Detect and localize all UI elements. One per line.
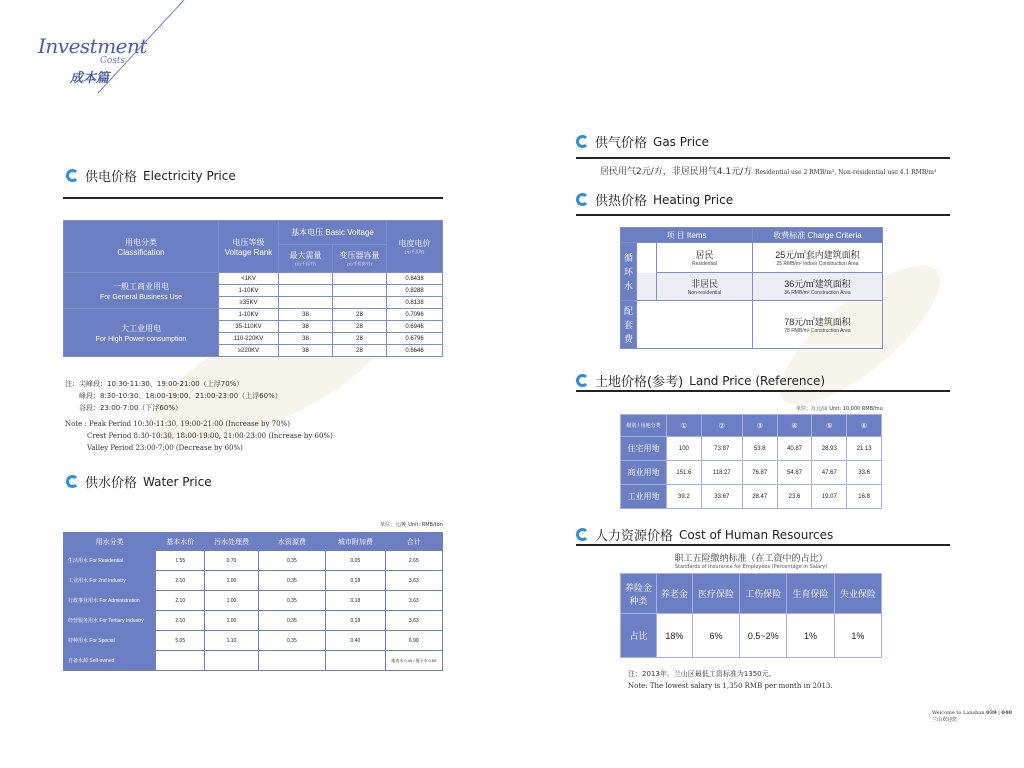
human-note: 注：2013年，兰山区最低工资标准为1350元。 Note: The lowest salary is 1,350 RMB per month in 2013.	[628, 670, 833, 690]
section-rule	[576, 390, 950, 392]
table-row: 商业用地 151.6 118.27 76.87 54.87 47.67 33.6	[621, 461, 882, 485]
brand-subtitle: Costs	[100, 56, 126, 66]
heating-table: 项 目 Items 收费标准 Charge Criteria 循环水 居民 Residential 25元/㎡套内建筑面积 25 RMB/m² Indoor Construction Area 非居民 Non-residential 36元/㎡建筑面积 36 RMB/m² Construction Area 配套费 78元/㎡建筑面积 78 RMB/m² Construction Area	[620, 227, 883, 349]
table-row: 住宅用地 100 73.87 53.8 40.87 28.93 21.13	[621, 437, 882, 461]
diagonal-line	[96, 0, 186, 95]
ring-icon	[576, 193, 589, 206]
land-table: 级别 / 用地分类 ① ② ③ ④ ⑤ ⑥ 住宅用地 100 73.87 53.8 40.87 28.93 21.13 商业用地 151.6 118.27 76.87 54.87 47.67 33.6 工业用地 39.2 33.67 28.47 23.6 19.07 16.8	[620, 414, 882, 509]
land-unit: 单位：万元/亩 Unit: 10,000 RMB/mu	[796, 406, 883, 412]
table-row: 110-220KV 38 28 0.6796	[64, 333, 443, 345]
table-row: 大工业用电 For High Power-consumption 1-10KV 38 28 0.7096	[64, 309, 443, 321]
cat-supporting-fee: 配套费	[621, 301, 637, 349]
table-row: 自备水源 Self-owned 地表水 0.40 / 地下水 0.50	[64, 651, 443, 671]
col-max-demand: 最大需量 (元/千瓦/月)	[279, 245, 333, 273]
ring-icon	[66, 169, 79, 182]
brand-title: Investment	[38, 34, 147, 58]
cat-general: 一般工商业用电 For General Business Use	[64, 273, 219, 309]
col-classification: 用电分类 Classification	[64, 221, 219, 273]
electricity-notes-cn: 注：尖峰段：10:30-11:30、19:00-21:00（上浮70%） 峰段：8:30-10:30、18:00-19:00、21:00-23:00（上浮60%） 谷段：23:00-7:00（下浮60%）	[65, 380, 282, 412]
gas-text: 居民用气2元/方，非居民用气4.1元/方 Residential use 2 RMB/m³, Non-residential use 4.1 RMB/m³	[600, 167, 937, 177]
gas-heading: 供气价格 Gas Price	[576, 132, 709, 151]
ring-icon	[576, 135, 589, 148]
page-number-left: 039	[986, 710, 997, 716]
table-row: 占比 18% 6% 0.5~2% 1% 1%	[621, 614, 882, 658]
section-rule	[576, 544, 950, 546]
table-row: 35-110KV 38 28 0.6946	[64, 321, 443, 333]
electricity-table	[63, 220, 443, 357]
table-row: ≥220KV 38 28 0.6646	[64, 345, 443, 357]
water-heading: 供水价格 Water Price	[66, 472, 212, 491]
electricity-notes-en: Note : Peak Period 10:30-11:30, 19:00-21:00 (Increase by 70%) Crest Period 8:30-10:30, 18:00-19:00, 21:00-23:00 (Increase by 60%) Valley Period 23:00-7:00 (Decrease by 60%)	[65, 420, 333, 452]
water-table: 用水分类 基本水价 污水处理费 水资源费 城市附加费 合计 生活用水 For Residential 1.55 0.70 0.35 0.05 2.65 工业用水 For 2nd Industry 2.10 1.00 0.35 0.18 3.63 行政事业用水 For Administration 2.10 1.00 0.35 0.18 3.63 经营服务用水 For Tertiary Industry 2.10 1.00 0.35 0.18 3.63 特种用水 For Special 5.05 1.10 0.35 0.40 6.90 自备水源 Self-owned 地表水 0.40 / 地下水 0.50	[63, 532, 443, 671]
table-row: 经营服务用水 For Tertiary Industry 2.10 1.00 0.35 0.18 3.63	[64, 611, 443, 631]
table-row: ≥35KV 0.8138	[64, 297, 443, 309]
table-row: 特种用水 For Special 5.05 1.10 0.35 0.40 6.90	[64, 631, 443, 651]
col-basic-voltage: 基本电压 Basic Voltage	[279, 221, 387, 245]
table-row: 非居民 Non-residential 36元/㎡建筑面积 36 RMB/m² Construction Area	[621, 273, 883, 301]
section-rule	[576, 157, 950, 159]
heating-heading: 供热价格 Heating Price	[576, 190, 733, 209]
page-number-right: 040	[1001, 710, 1012, 716]
ring-icon	[576, 528, 589, 541]
table-row: 行政事业用水 For Administration 2.10 1.00 0.35 0.18 3.63	[64, 591, 443, 611]
table-row: 1-10KV 0.8288	[64, 285, 443, 297]
human-table: 养险金种类 养老金 医疗保险 工伤保险 生育保险 失业保险 占比 18% 6% 0.5~2% 1% 1%	[620, 573, 882, 658]
section-rule	[576, 214, 950, 216]
section-rule	[63, 197, 443, 199]
table-row: 一般工商业用电 For General Business Use <1KV 0.8438	[64, 273, 443, 285]
electricity-heading: 供电价格 Electricity Price	[66, 166, 236, 185]
footer-cn: 兰山欢迎您	[932, 717, 958, 723]
table-row: 生活用水 For Residential 1.55 0.70 0.35 0.05 2.65	[64, 551, 443, 571]
land-heading: 土地价格(参考) Land Price (Reference)	[576, 371, 825, 390]
col-voltage: 电压等级 Voltage Rank	[219, 221, 279, 273]
footer: Welcome to Lanshan 039 | 040 兰山欢迎您	[932, 710, 1012, 723]
table-row: 工业用水 For 2nd Industry 2.10 1.00 0.35 0.18 3.63	[64, 571, 443, 591]
ring-icon	[66, 475, 79, 488]
human-subtitle: 职工五险缴纳标准（在工资中的占比） Standards of Insurance for Employees (Percentage in Salary)	[674, 554, 828, 570]
human-heading: 人力资源价格 Cost of Human Resources	[576, 525, 833, 544]
col-price: 电度电价 (元/千瓦时)	[387, 221, 443, 273]
col-transformer: 变压器容量 (元/千伏安/月)	[333, 245, 387, 273]
cat-circulating-water: 循环水	[621, 243, 637, 301]
ring-icon	[576, 374, 589, 387]
cat-high-power: 大工业用电 For High Power-consumption	[64, 309, 219, 357]
table-row: 循环水 居民 Residential 25元/㎡套内建筑面积 25 RMB/m² Indoor Construction Area	[621, 243, 883, 273]
table-row: 配套费 78元/㎡建筑面积 78 RMB/m² Construction Area	[621, 301, 883, 349]
brand-cn: 成本篇	[70, 71, 110, 86]
table-row: 工业用地 39.2 33.67 28.47 23.6 19.07 16.8	[621, 485, 882, 509]
water-unit: 单位：元/吨 Unit: RMB/ton	[380, 522, 443, 528]
